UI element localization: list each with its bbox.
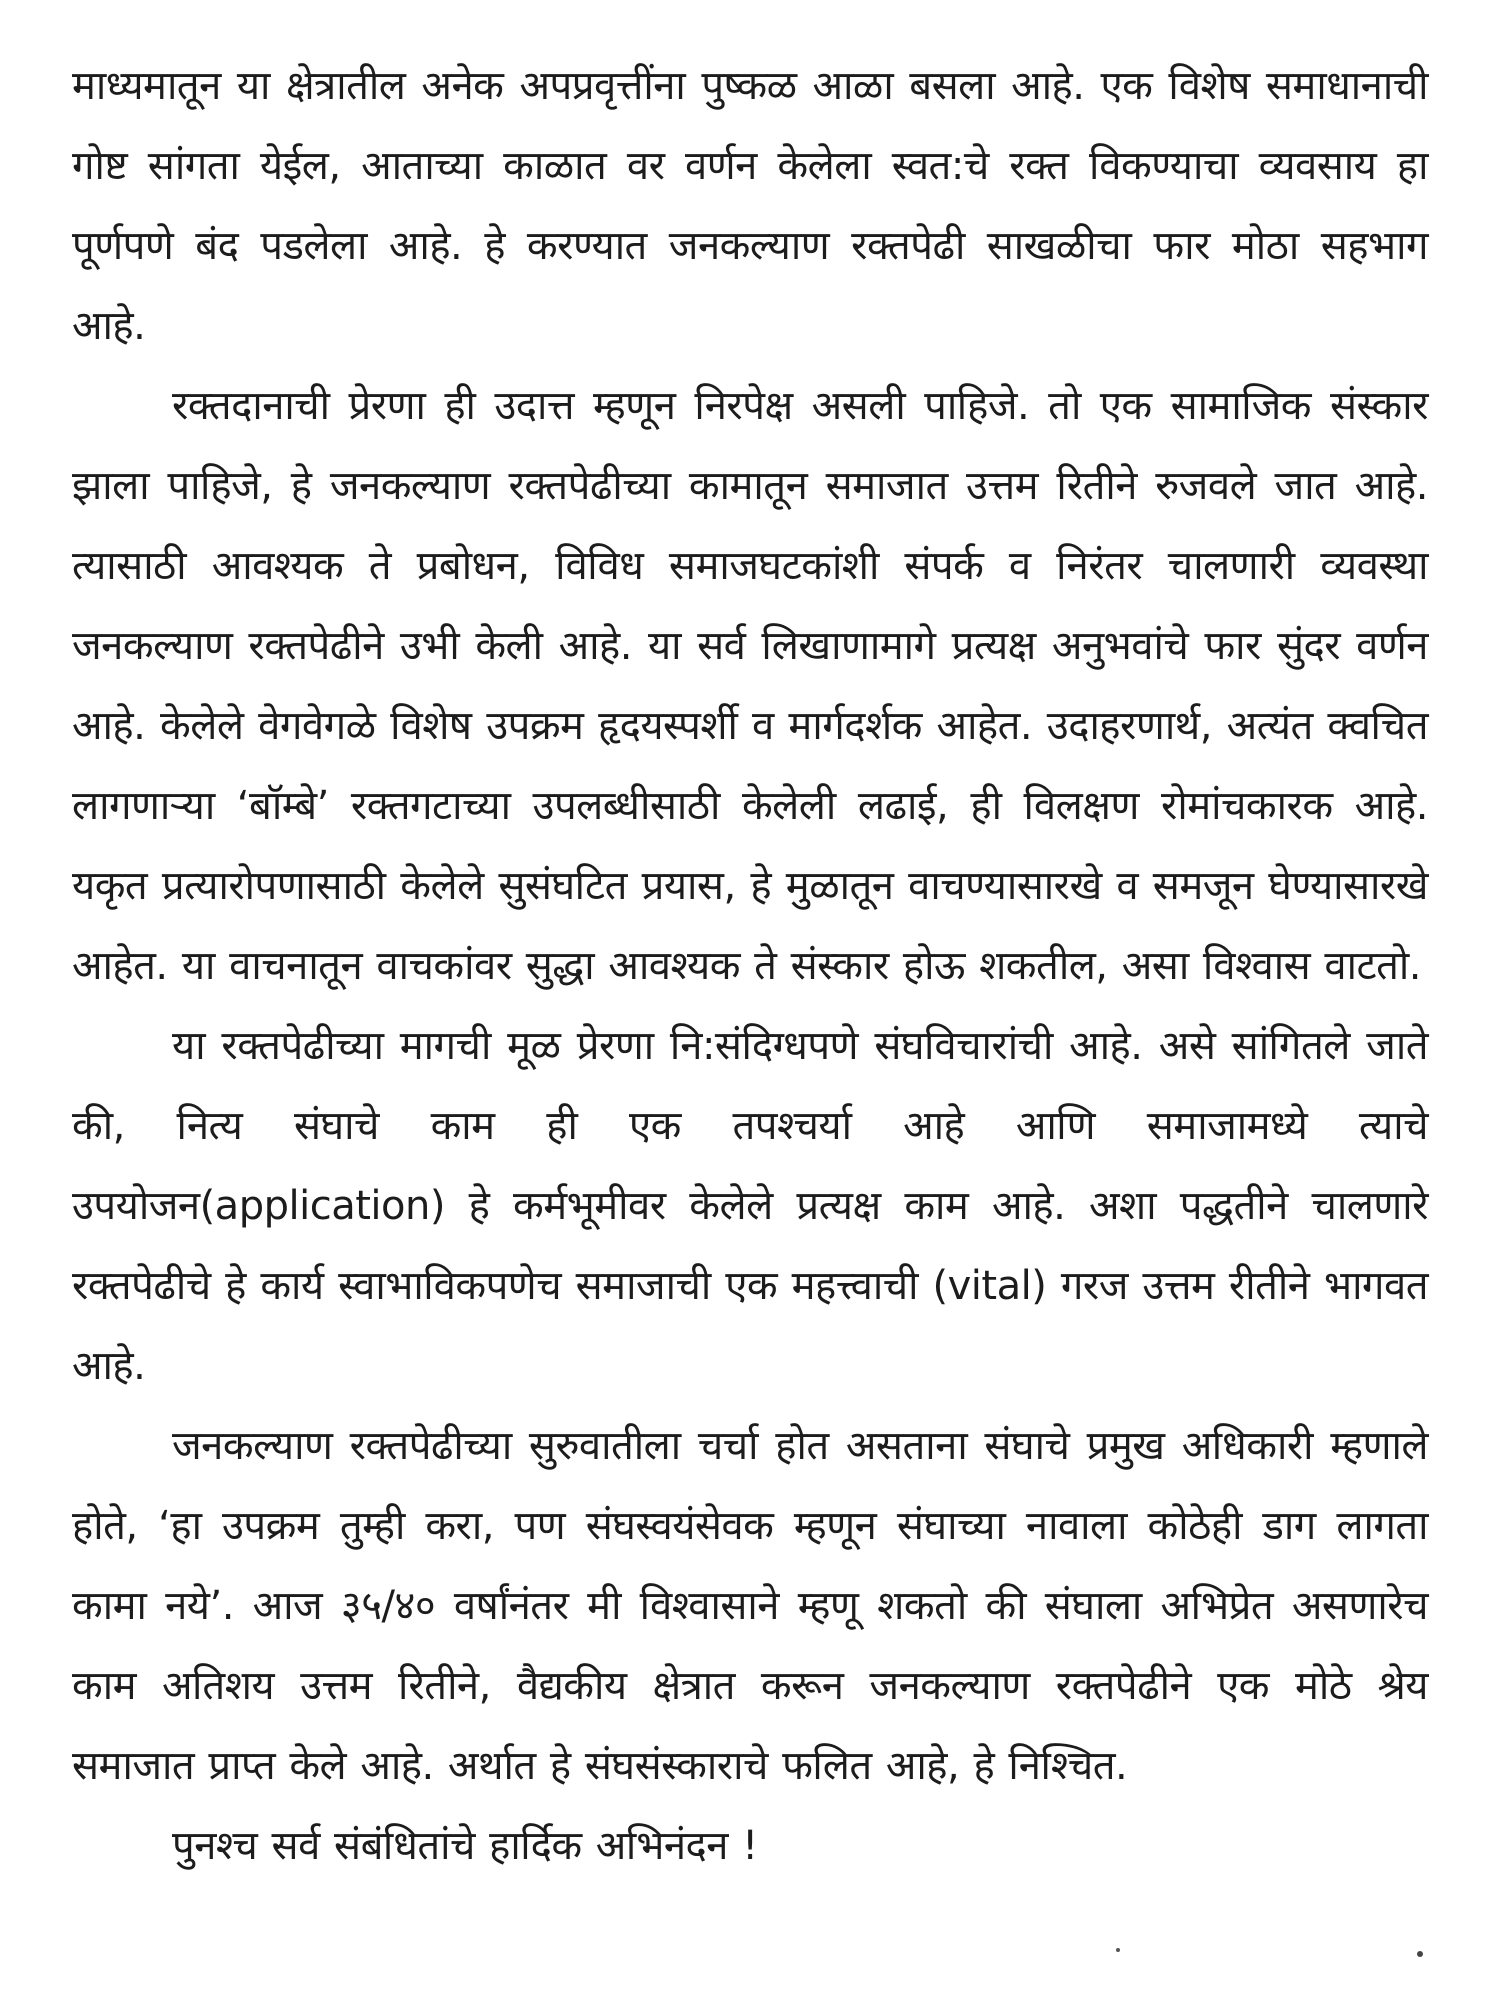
- paragraph-1: माध्यमातून या क्षेत्रातील अनेक अपप्रवृत्तींना पुष्कळ आळा बसला आहे. एक विशेष समाधानाची गोष्ट सांगता येईल, आताच्या काळात वर वर्णन केलेला स्वत:चे रक्त विकण्याचा व्यवसाय हा पूर्णपणे बंद पडलेला आहे. हे करण्यात जनकल्याण रक्तपेढी साखळीचा फार मोठा सहभाग आहे.: [72, 63, 1428, 349]
- paragraph-5: पुनश्च सर्व संबंधितांचे हार्दिक अभिनंदन !: [172, 1823, 758, 1869]
- paragraph-3: या रक्तपेढीच्या मागची मूळ प्रेरणा नि:संदिग्धपणे संघविचारांची आहे. असे सांगितले जाते की, नित्य संघाचे काम ही एक तपश्चर्या आहे आणि समाजामध्ये त्याचे उपयोजन(application) हे कर्मभूमीवर केलेले प्रत्यक्ष काम आहे. अशा पद्धतीने चालणारे रक्तपेढीचे हे कार्य स्वाभाविकपणेच समाजाची एक महत्त्वाची (vital) गरज उत्तम रीतीने भागवत आहे.: [72, 1023, 1428, 1389]
- paragraph-4: जनकल्याण रक्तपेढीच्या सुरुवातीला चर्चा होत असताना संघाचे प्रमुख अधिकारी म्हणाले होते, ‘हा उपक्रम तुम्ही करा, पण संघस्वयंसेवक म्हणून संघाच्या नावाला कोठेही डाग लागता कामा नये’. आज ३५/४० वर्षांनंतर मी विश्वासाने म्हणू शकतो की संघाला अभिप्रेत असणारेच काम अतिशय उत्तम रितीने, वैद्यकीय क्षेत्रात करून जनकल्याण रक्तपेढीने एक मोठे श्रेय समाजात प्राप्त केले आहे. अर्थात हे संघसंस्काराचे फलित आहे, हे निश्चित.: [72, 1423, 1428, 1789]
- paragraph-2: रक्तदानाची प्रेरणा ही उदात्त म्हणून निरपेक्ष असली पाहिजे. तो एक सामाजिक संस्कार झाला पाहिजे, हे जनकल्याण रक्तपेढीच्या कामातून समाजात उत्तम रितीने रुजवले जात आहे. त्यासाठी आवश्यक ते प्रबोधन, विविध समाजघटकांशी संपर्क व निरंतर चालणारी व्यवस्था जनकल्याण रक्तपेढीने उभी केली आहे. या सर्व लिखाणामागे प्रत्यक्ष अनुभवांचे फार सुंदर वर्णन आहे. केलेले वेगवेगळे विशेष उपक्रम हृदयस्पर्शी व मार्गदर्शक आहेत. उदाहरणार्थ, अत्यंत क्वचित लागणाऱ्या ‘बॉम्बे’ रक्तगटाच्या उपलब्धीसाठी केलेली लढाई, ही विलक्षण रोमांचकारक आहे. यकृत प्रत्यारोपणासाठी केलेले सुसंघटित प्रयास, हे मुळातून वाचण्यासारखे व समजून घेण्यासारखे आहेत. या वाचनातून वाचकांवर सुद्धा आवश्यक ते संस्कार होऊ शकतील, असा विश्वास वाटतो.: [72, 383, 1428, 989]
